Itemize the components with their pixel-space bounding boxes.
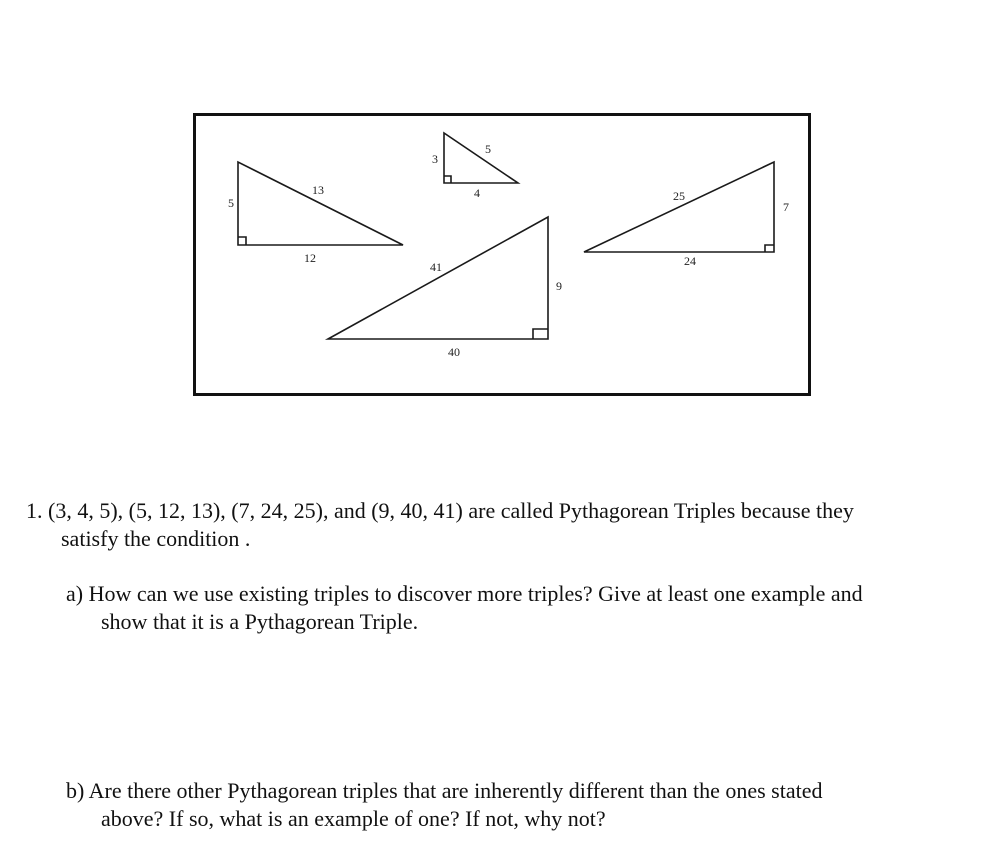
right-angle-marker (444, 176, 451, 183)
right-angle-marker (533, 329, 548, 339)
leg-label-9: 9 (556, 279, 562, 293)
triangle-9-40-41 (328, 217, 562, 359)
question-b (66, 777, 966, 833)
leg-label-4: 4 (474, 186, 480, 200)
triangle-3-4-5 (432, 133, 518, 200)
leg-label-12: 12 (304, 251, 316, 265)
hypotenuse-label-13: 13 (312, 183, 324, 197)
question-1 (26, 497, 966, 553)
triangle-5-12-13-outline (238, 162, 403, 245)
leg-label-40: 40 (448, 345, 460, 359)
hypotenuse-label-5: 5 (485, 142, 491, 156)
leg-label-3: 3 (432, 152, 438, 166)
question-1-line-1: 1. (3, 4, 5), (5, 12, 13), (7, 24, 25), and (9, 40, 41) are called Pythagorean Triples because they (26, 498, 854, 523)
question-a-line-1: a) How can we use existing triples to discover more triples? Give at least one example and (66, 581, 863, 606)
right-angle-marker (238, 237, 246, 245)
leg-label-5: 5 (228, 196, 234, 210)
question-b-line-1: b) Are there other Pythagorean triples that are inherently different than the ones stated (66, 778, 823, 803)
triangle-7-24-25-outline (584, 162, 774, 252)
question-1-line-2: satisfy the condition . (61, 526, 251, 551)
hypotenuse-label-41: 41 (430, 260, 442, 274)
right-angle-marker (765, 245, 774, 252)
triangle-7-24-25 (584, 162, 789, 268)
triangle-3-4-5-outline (444, 133, 518, 183)
triangle-9-40-41-outline (328, 217, 548, 339)
triangle-5-12-13 (228, 162, 403, 265)
leg-label-24: 24 (684, 254, 696, 268)
leg-label-7: 7 (783, 200, 789, 214)
question-b-line-2: above? If so, what is an example of one? If not, why not? (101, 806, 606, 831)
question-a (66, 580, 966, 636)
question-a-line-2: show that it is a Pythagorean Triple. (101, 609, 419, 634)
hypotenuse-label-25: 25 (673, 189, 685, 203)
